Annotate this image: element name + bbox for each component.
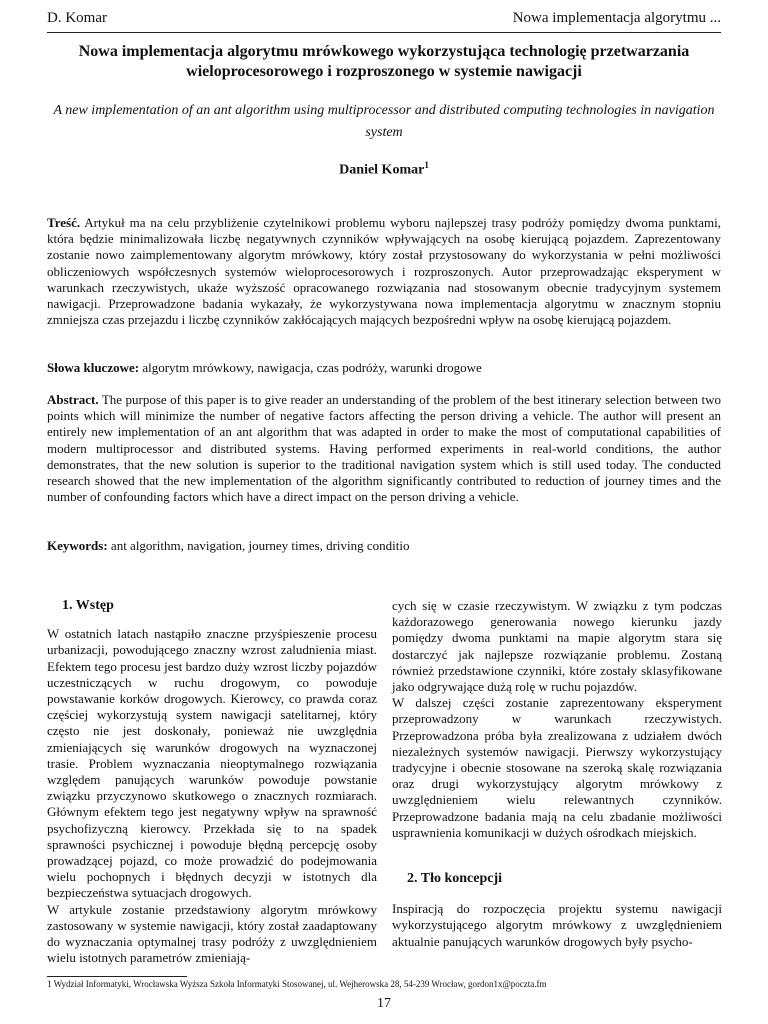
page-number: 17 [377, 996, 391, 1011]
abstract-en-text: The purpose of this paper is to give reader an understanding of the problem of the best itinerary selection between two points which will minimize the number of negative factors affecting the person driving a vehicle. The author will present an entirely new implementation of an ant algorithm that was adapted in order to make the most of computational capabilities of modern multiprocessor and distributed systems. Having performed experiments in real-world conditions, the author demonstrates, that the new solution is superior to the traditional navigation system which is still used today. The conducted research showed that the new implementation of the algorithm significantly contributed to reduction of journey times and the number of confounding factors which have a direct impact on the person driving a vehicle. [47, 392, 722, 505]
author [40, 160, 728, 179]
keywords-en [47, 538, 721, 554]
right-column [392, 598, 722, 950]
keywords-pl-label: Słowa kluczowe: [47, 360, 140, 375]
section-1-paragraph-2: W artykule zostanie przedstawiony algorytm mrówkowy zastosowany w systemie nawigacji, który został zaadaptowany do wyznaczania optymalnej trasy podróży z uwzględnieniem wielu istotnych parametrów zmieniają- [47, 901, 377, 966]
header-title: Nowa implementacja algorytmu ... [512, 10, 721, 26]
footnote-rule [47, 976, 187, 977]
running-header [47, 10, 721, 33]
keywords-en-label: Keywords: [47, 538, 108, 553]
section-2-paragraph-1: Inspiracją do rozpoczęcia projektu systemu nawigacji wykorzystującego algorytm mrówkowy z uwzględnieniem aktualnie panujących warunków drogowych były psycho- [392, 901, 722, 949]
abstract-pl-label: Treść. [47, 215, 81, 230]
header-author: D. Komar [47, 10, 107, 26]
abstract-pl [47, 215, 721, 328]
section-1-paragraph-3: cych się w czasie rzeczywistym. W związku z tym podczas każdorazowego generowania nowego kierunku jazdy pomiędzy dwoma punktami na mapie algorytm stara się dostarczyć jak najlepsze rozwiązanie problemu. Zostaną również przedstawione czynniki, które zostały sklasyfikowane jako odgrywające dużą rolę w ruchu pojazdów. [392, 598, 722, 695]
section-1-paragraph-4: W dalszej części zostanie zaprezentowany eksperyment przeprowadzony w warunkach rzeczywistych. Przeprowadzona próba była zrealizowana z udziałem dwóch niezależnych systemów nawigacji. Pierwszy wykorzystujący tradycyjne i obecnie stosowane na szeroką skalę rozwiązania oraz drugi wykorzystujący algorytm mrówkowy z uwzględnieniem wielu relewantnych czynników. Przeprowadzone badania mają na celu zbadanie możliwości usprawnienia komunikacji w dużych ośrodkach miejskich. [392, 695, 722, 840]
section-1-paragraph-1: W ostatnich latach nastąpiło znaczne przyśpieszenie procesu urbanizacji, powodującego znaczny wzrost zaludnienia miast. Efektem tego procesu jest bardzo duży wzrost liczby pojazdów uczestniczących w ruchu drogowym, co powoduje powstawanie korków drogowych. Kierowcy, co prawda coraz częściej wykorzystują system nawigacji satelitarnej, który często nie jest doskonały, ponieważ nie uwzględnia zmieniających się warunków drogowych na wyznaczonej trasie. Problem wyznaczania nieoptymalnego rozwiązania względem panujących warunków powoduje powstanie związku przyczynowo skutkowego o znacznych rozmiarach. Głównym efektem tego jest negatywny wpływ na sprawność psychofizyczną kierowcy. Przekłada się to na spadek sprawności psychicznej i powoduje błędną percepcję osoby prowadzącej pojazd, co może prowadzić do podejmowania wielu pochopnych i błędnych decyzji w istotnych dla bezpieczeństwa sytuacjach drogowych. [47, 626, 377, 901]
left-column [47, 598, 377, 966]
abstract-en [47, 392, 721, 505]
abstract-en-label: Abstract. [47, 392, 99, 407]
keywords-en-text: ant algorithm, navigation, journey times, driving conditio [110, 538, 410, 553]
abstract-pl-text: Artykuł ma na celu przybliżenie czytelnikowi problemu wyboru najlepszej trasy podróży pomiędzy dwoma punktami, która będzie minimalizowała liczbę negatywnych czynników wpływających na osobę kierującą pojazdem. Zaprezentowany zostanie nowo zaimplementowany algorytm mrówkowy, który został przystosowany do wykorzystania w pełni możliwości obliczeniowych współczesnych systemów wieloprocesorowych i rozproszonych. Autor przeprowadzając eksperyment w warunkach rzeczywistych, ukaże wyższość opracowanego rozwiązania nad stosowanym obecnie tradycyjnym systemem nawigacji. Przeprowadzone badania wykazały, że wykorzystywana nowa implementacja algorytmu w znacznym stopniu zmniejsza czas przejazdu i liczbę czynników zakłócających mających bezpośredni wpływ na osobę kierującą pojazdem. [47, 215, 721, 328]
keywords-pl-text: algorytm mrówkowy, nawigacja, czas podróży, warunki drogowe [142, 360, 482, 375]
footnote: 1 Wydział Informatyki, Wrocławska Wyższa Szkoła Informatyki Stosowanej, ul. Wejherowska 28, 54-239 Wrocław, gordon1x@poczta.fm [47, 979, 547, 989]
keywords-pl [47, 360, 721, 376]
author-name: Daniel Komar [339, 162, 425, 178]
author-footnote-mark: 1 [424, 160, 429, 170]
paper-title-en: A new implementation of an ant algorithm using multiprocessor and distributed computing technologies in navigation system [53, 103, 715, 140]
section-1-heading: 1. Wstęp [62, 598, 114, 613]
section-2-heading: 2. Tło koncepcji [407, 871, 503, 887]
paper-title-pl: Nowa implementacja algorytmu mrówkowego wykorzystująca technologię przetwarzania wieloprocesorowego i rozproszonego w systemie nawigacji [78, 43, 690, 80]
